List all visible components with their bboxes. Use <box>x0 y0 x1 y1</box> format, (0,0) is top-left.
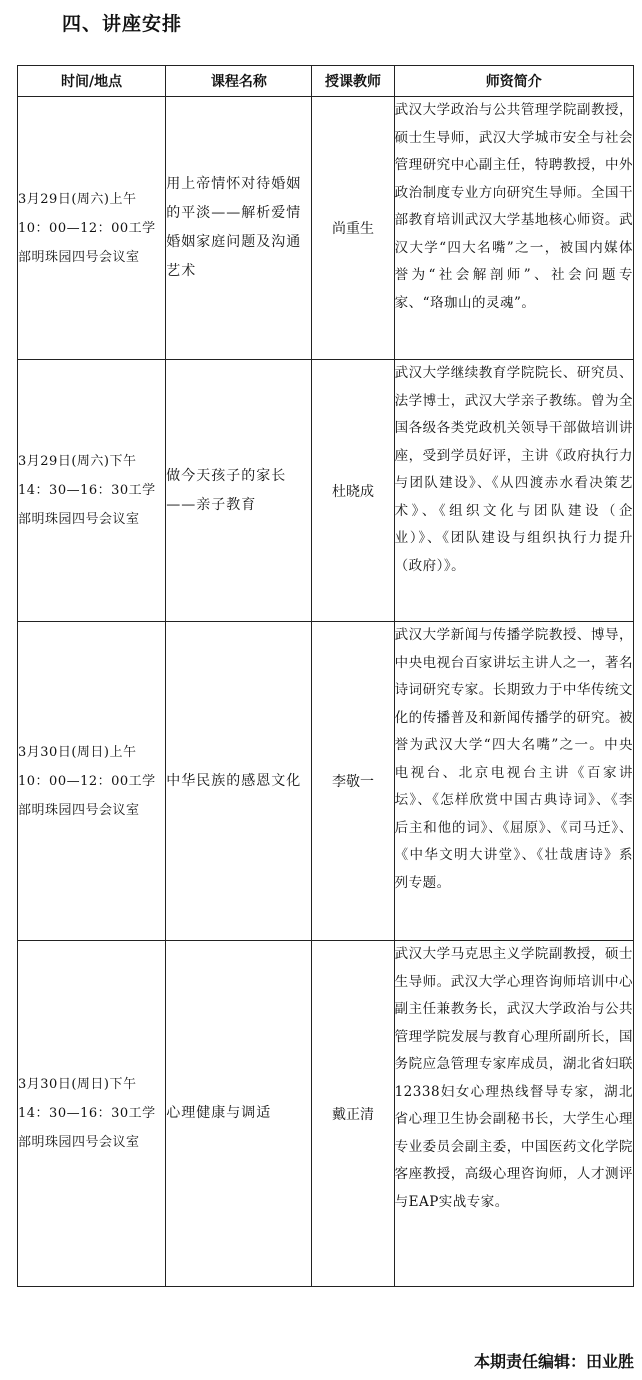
header-course-name: 课程名称 <box>166 66 312 97</box>
bio-cell: 武汉大学新闻与传播学院教授、博导，中央电视台百家讲坛主讲人之一，著名诗词研究专家。长期致力于中华传统文化的传播普及和新闻传播学的研究。被誉为武汉大学“四大名嘴”之一。中央电视台、北京电视台主讲《百家讲坛》、《怎样欣赏中国古典诗词》、《李后主和他的词》、《屈原》、《司马迁》、《中华文明大讲堂》、《壮哉唐诗》系列专题。 <box>394 622 633 941</box>
table-row <box>18 360 634 622</box>
section-heading: 四、讲座安排 <box>62 13 183 35</box>
teacher-cell: 戴正清 <box>312 941 394 1287</box>
teacher-cell: 尚重生 <box>312 97 394 360</box>
table-row <box>18 941 634 1287</box>
teacher-cell: 李敬一 <box>312 622 394 941</box>
bio-cell: 武汉大学继续教育学院院长、研究员、法学博士，武汉大学亲子教练。曾为全国各级各类党政机关领导干部做培训讲座，受到学员好评，主讲《政府执行力与团队建设》、《从四渡赤水看决策艺术》、《组织文化与团队建设（企业）》、《团队建设与组织执行力提升（政府）》。 <box>394 360 633 622</box>
course-name-cell: 做今天孩子的家长——亲子教育 <box>166 360 312 622</box>
bio-cell: 武汉大学政治与公共管理学院副教授，硕士生导师，武汉大学城市安全与社会管理研究中心副主任，特聘教授，中外政治制度专业方向研究生导师。全国干部教育培训武汉大学基地核心师资。武汉大学“四大名嘴”之一，被国内媒体誉为“社会解剖师”、社会问题专家、“珞珈山的灵魂”。 <box>394 97 633 360</box>
lecture-schedule-table <box>17 65 634 1287</box>
table-row <box>18 97 634 360</box>
course-name-cell: 用上帝情怀对待婚姻的平淡——解析爱情婚姻家庭问题及沟通艺术 <box>166 97 312 360</box>
header-teacher: 授课教师 <box>312 66 394 97</box>
table-row <box>18 622 634 941</box>
course-name-cell: 中华民族的感恩文化 <box>166 622 312 941</box>
header-bio: 师资简介 <box>394 66 633 97</box>
teacher-cell: 杜晓成 <box>312 360 394 622</box>
header-time-location: 时间/地点 <box>18 66 166 97</box>
bio-cell: 武汉大学马克思主义学院副教授，硕士生导师。武汉大学心理咨询师培训中心副主任兼教务长，武汉大学政治与公共管理学院发展与教育心理所副所长，国务院应急管理专家库成员，湖北省妇联12338妇女心理热线督导专家，湖北省心理卫生协会副秘书长，大学生心理专业委员会副主委，中国医药文化学院客座教授，高级心理咨询师，人才测评与EAP实战专家。 <box>394 941 633 1287</box>
responsible-editor: 本期责任编辑：田业胜 <box>473 1352 634 1371</box>
table-header-row <box>18 66 634 97</box>
time-location-cell: 3月30日(周日)下午14：30—16：30工学部明珠园四号会议室 <box>18 941 166 1287</box>
time-location-cell: 3月29日(周六)下午14：30—16：30工学部明珠园四号会议室 <box>18 360 166 622</box>
time-location-cell: 3月29日(周六)上午10：00—12：00工学部明珠园四号会议室 <box>18 97 166 360</box>
course-name-cell: 心理健康与调适 <box>166 941 312 1287</box>
time-location-cell: 3月30日(周日)上午10：00—12：00工学部明珠园四号会议室 <box>18 622 166 941</box>
